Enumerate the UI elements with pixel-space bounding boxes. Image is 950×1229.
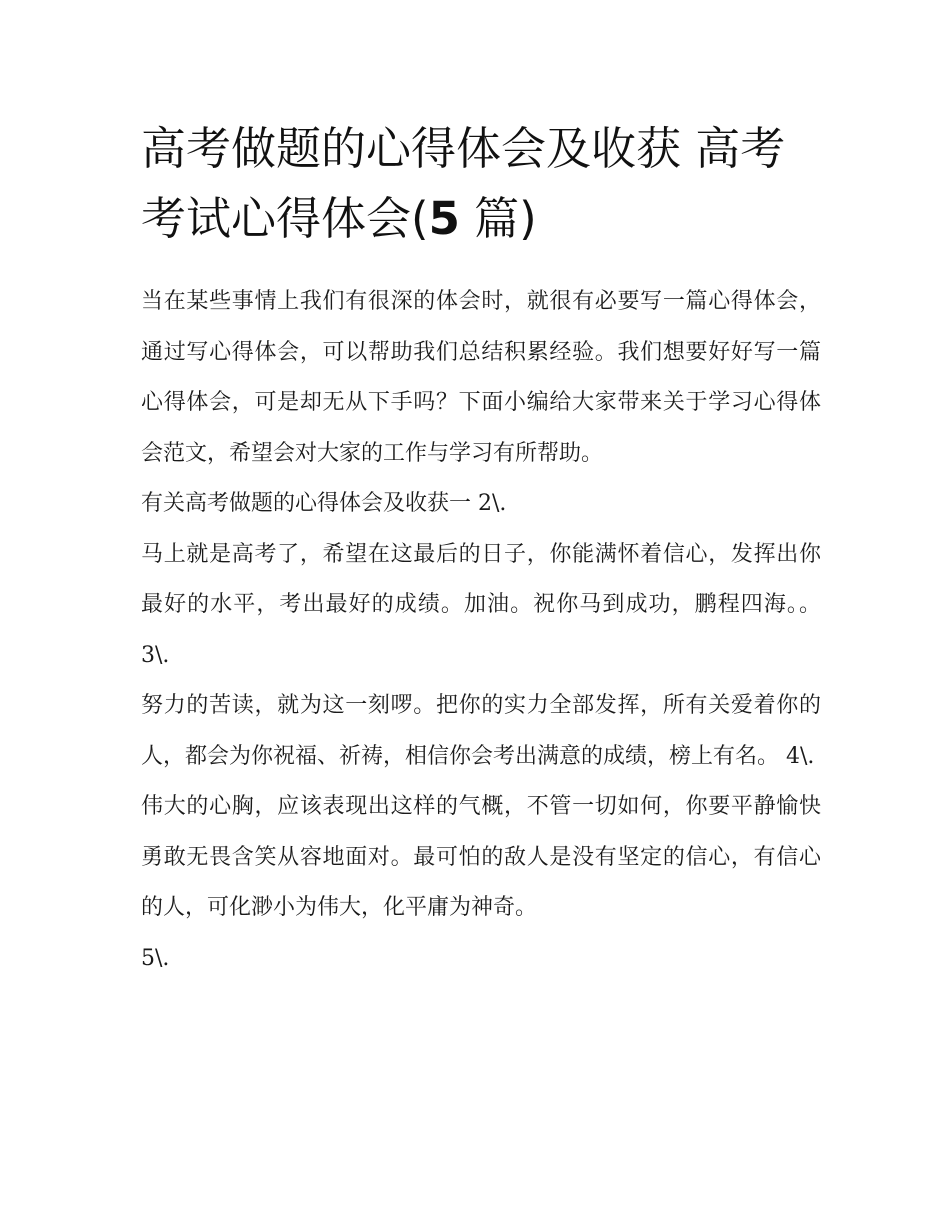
title-text-part1: 高考做题的心得体会及收获 高考考试心得体会( [141, 122, 786, 245]
intro-paragraph: 当在某些事情上我们有很深的体会时，就很有必要写一篇心得体会，通过写心得体会，可以帮助我们总结积累经验。我们想要好好写一篇心得体会，可是却无从下手吗？下面小编给大家带来关于学习心得体会范文，希望会对大家的工作与学习有所帮助。 [141, 289, 821, 466]
body-paragraph: 努力的苦读，就为这一刻啰。把你的实力全部发挥，所有关爱着你的人，都会为你祝福、祈祷，相信你会考出满意的成绩，榜上有名。 4\. [141, 693, 821, 769]
body-paragraph: 马上就是高考了，希望在这最后的日子，你能满怀着信心，发挥出你最好的水平，考出最好的成绩。加油。祝你马到成功，鹏程四海。。 3\. [141, 541, 821, 668]
body-paragraph: 伟大的心胸，应该表现出这样的气概，不管一切如何，你要平静愉快勇敢无畏含笑从容地面对。最可怕的敌人是没有坚定的信心，有信心的人，可化渺小为伟大，化平庸为神奇。 [141, 794, 821, 920]
title-count: 5 [428, 192, 460, 245]
section-heading: 有关高考做题的心得体会及收获一 2\. [141, 491, 507, 516]
document-body [141, 277, 821, 984]
title-text-part2: 篇) [459, 192, 537, 245]
item-number: 5\. [141, 945, 170, 971]
document-title [141, 114, 821, 254]
